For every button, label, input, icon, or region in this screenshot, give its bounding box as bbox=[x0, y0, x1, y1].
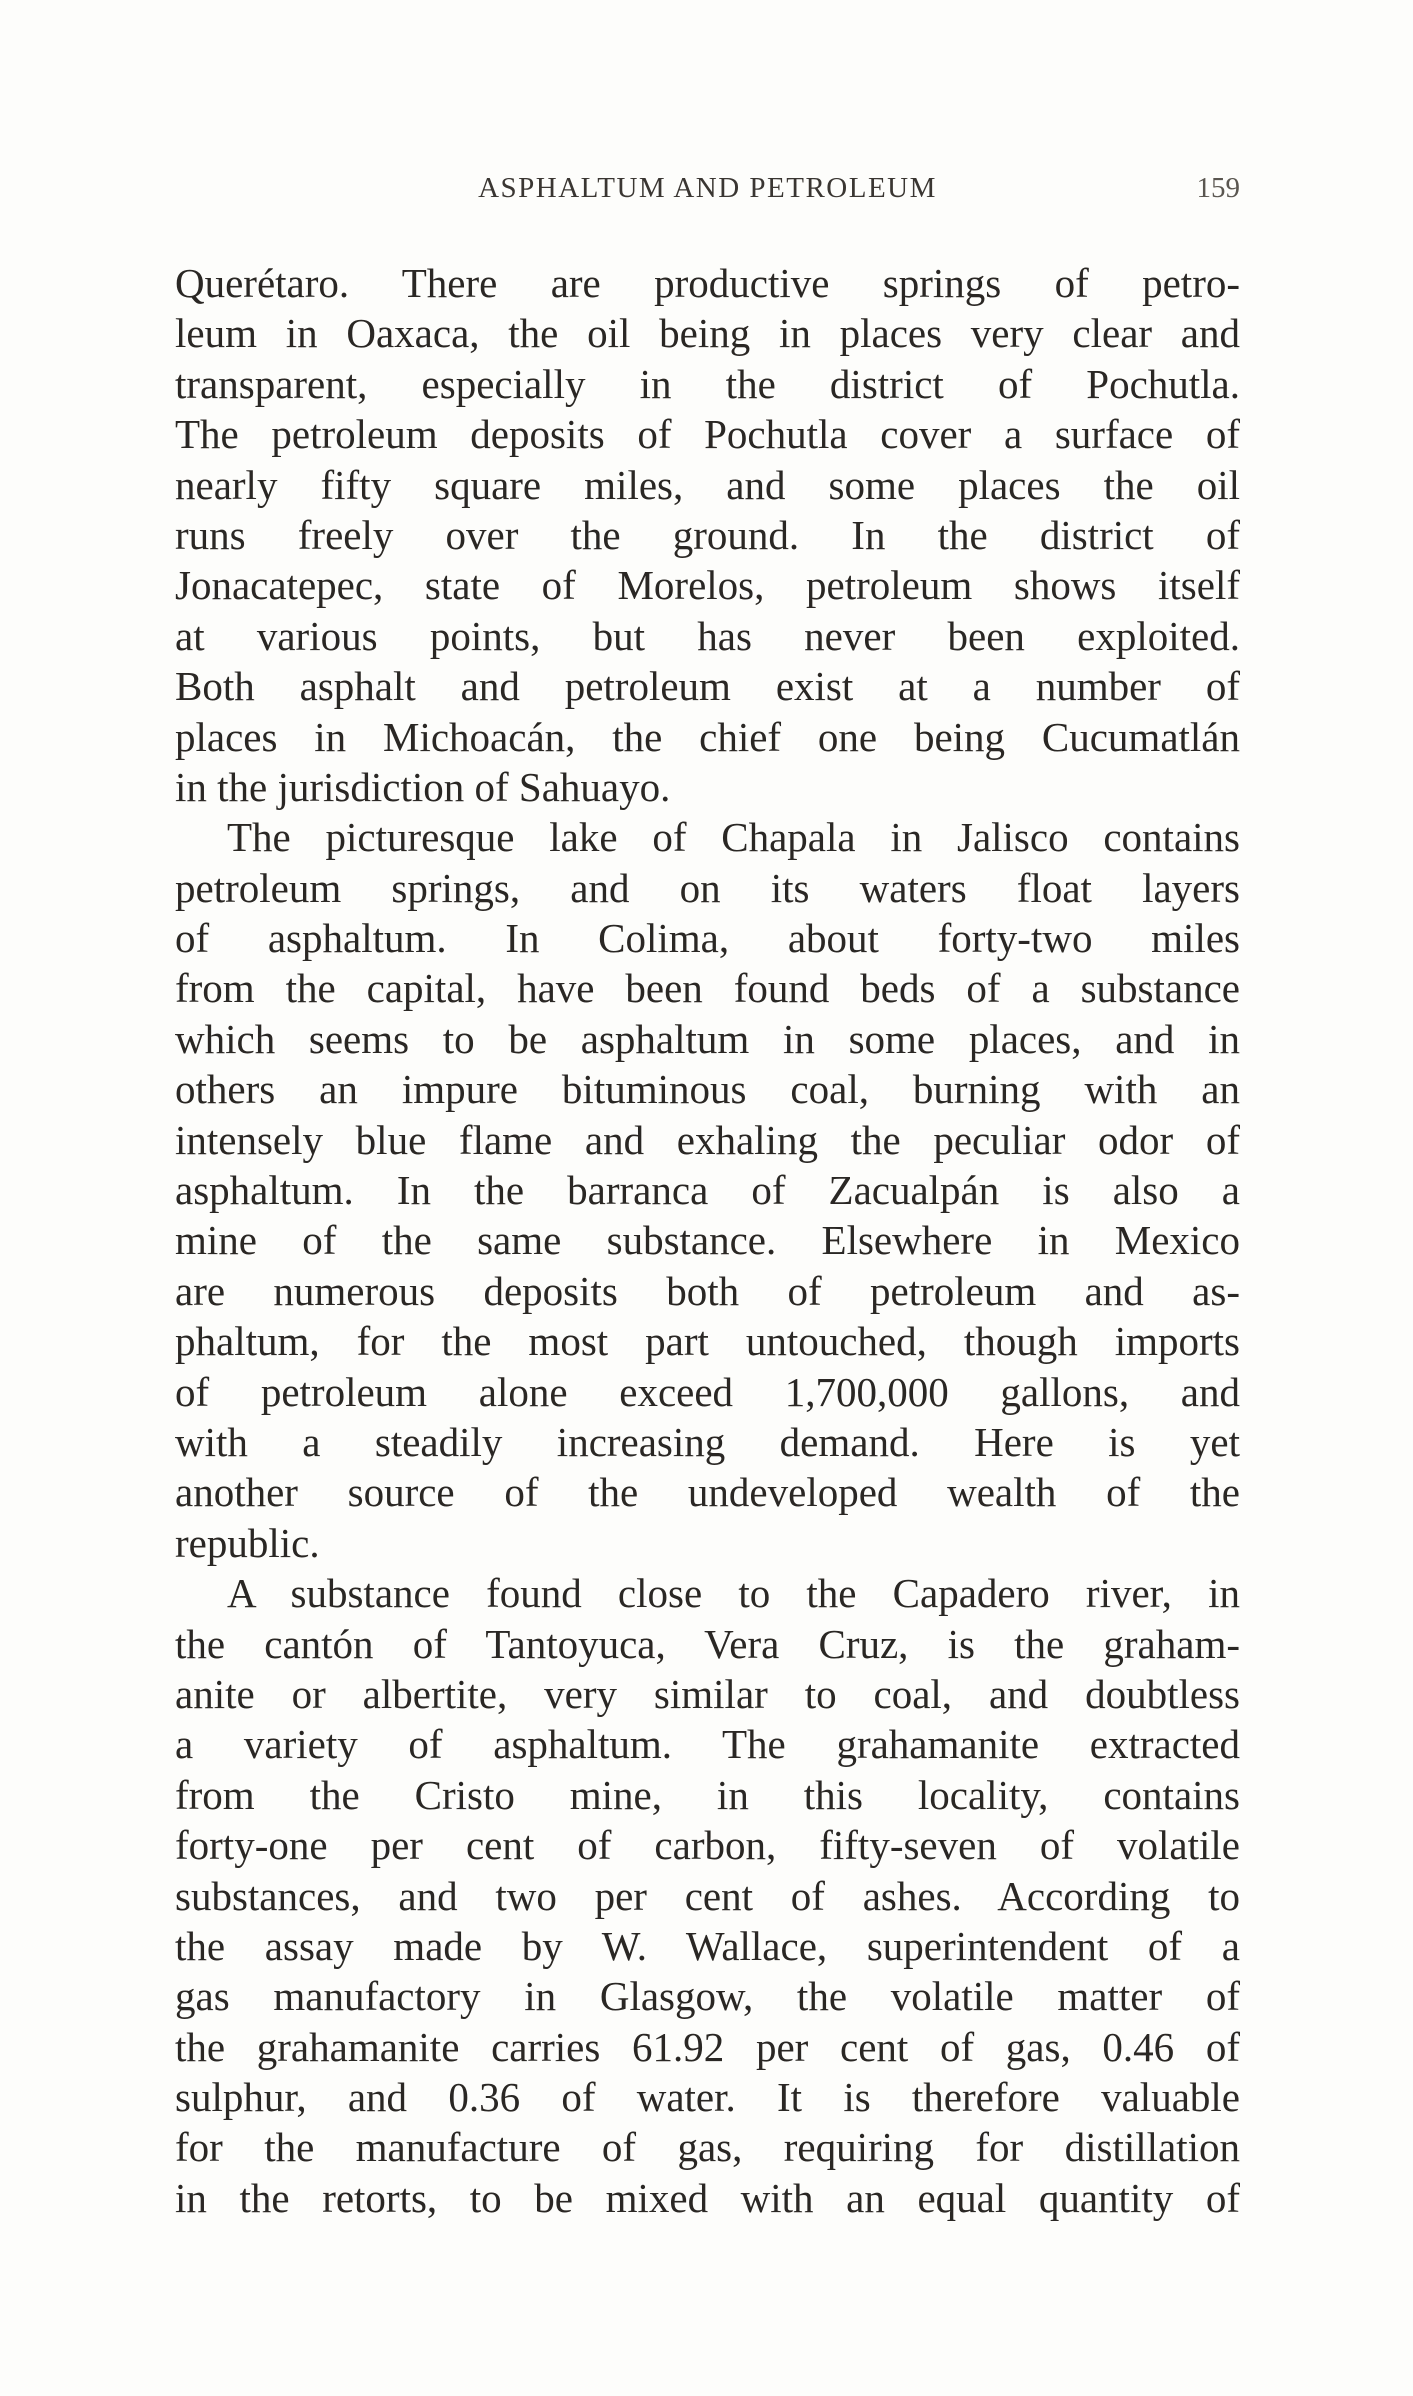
text-line: transparent, especially in the district of Pochutla. bbox=[175, 360, 1240, 407]
text-line: in the jurisdiction of Sahuayo. bbox=[175, 763, 671, 810]
text-line: Both asphalt and petroleum exist at a number of bbox=[175, 663, 1240, 710]
paragraph-1 bbox=[175, 258, 1240, 812]
text-line: substances, and two per cent of ashes. According to bbox=[175, 1872, 1240, 1919]
text-line: phaltum, for the most part untouched, though imports bbox=[175, 1318, 1240, 1365]
text-line: places in Michoacán, the chief one being Cucumatlán bbox=[175, 713, 1240, 760]
text-line: Jonacatepec, state of Morelos, petroleum shows itself bbox=[175, 562, 1240, 609]
text-line: from the capital, have been found beds of a substance bbox=[175, 965, 1240, 1012]
text-line: The petroleum deposits of Pochutla cover a surface of bbox=[175, 411, 1240, 458]
text-line: in the retorts, to be mixed with an equal quantity of bbox=[175, 2174, 1240, 2221]
text-line: A substance found close to the Capadero river, in bbox=[227, 1570, 1240, 1617]
text-line: for the manufacture of gas, requiring for distillation bbox=[175, 2124, 1240, 2171]
text-line: gas manufactory in Glasgow, the volatile matter of bbox=[175, 1973, 1240, 2020]
text-line: petroleum springs, and on its waters float layers bbox=[175, 864, 1240, 911]
text-line: the grahamanite carries 61.92 per cent of gas, 0.46 of bbox=[175, 2023, 1240, 2070]
text-line: from the Cristo mine, in this locality, contains bbox=[175, 1771, 1240, 1818]
page-number: 159 bbox=[1196, 172, 1240, 204]
text-line: forty-one per cent of carbon, fifty-seven of volatile bbox=[175, 1822, 1240, 1869]
text-line: The picturesque lake of Chapala in Jalisco contains bbox=[227, 814, 1240, 861]
text-line: at various points, but has never been exploited. bbox=[175, 612, 1240, 659]
text-line: leum in Oaxaca, the oil being in places very clear and bbox=[175, 310, 1240, 357]
text-line: runs freely over the ground. In the district of bbox=[175, 511, 1240, 558]
running-head: ASPHALTUM AND PETROLEUM bbox=[478, 172, 937, 204]
text-line: which seems to be asphaltum in some places, and in bbox=[175, 1015, 1240, 1062]
text-line: anite or albertite, very similar to coal, and doubtless bbox=[175, 1670, 1240, 1717]
text-line: asphaltum. In the barranca of Zacualpán is also a bbox=[175, 1167, 1240, 1214]
text-line: republic. bbox=[175, 1519, 320, 1566]
text-line: of petroleum alone exceed 1,700,000 gallons, and bbox=[175, 1368, 1240, 1415]
text-line: sulphur, and 0.36 of water. It is therefore valuable bbox=[175, 2074, 1240, 2121]
page-header bbox=[175, 172, 1240, 212]
text-line: of asphaltum. In Colima, about forty-two miles bbox=[175, 915, 1240, 962]
text-line: a variety of asphaltum. The grahamanite extracted bbox=[175, 1721, 1240, 1768]
text-line: the cantón of Tantoyuca, Vera Cruz, is the graham- bbox=[175, 1620, 1240, 1667]
text-line: Querétaro. There are productive springs of petro- bbox=[175, 260, 1240, 306]
paragraph-3 bbox=[175, 1568, 1240, 2223]
text-line: mine of the same substance. Elsewhere in Mexico bbox=[175, 1217, 1240, 1264]
text-line: intensely blue flame and exhaling the peculiar odor of bbox=[175, 1116, 1240, 1163]
text-line: others an impure bituminous coal, burning with an bbox=[175, 1066, 1240, 1113]
text-line: nearly fifty square miles, and some places the oil bbox=[175, 461, 1240, 508]
body-text bbox=[175, 258, 1240, 2223]
text-line: the assay made by W. Wallace, superintendent of a bbox=[175, 1922, 1240, 1969]
text-line: with a steadily increasing demand. Here is yet bbox=[175, 1418, 1240, 1465]
text-line: another source of the undeveloped wealth of the bbox=[175, 1469, 1240, 1516]
text-line: are numerous deposits both of petroleum and as- bbox=[175, 1267, 1240, 1314]
paragraph-2 bbox=[175, 812, 1240, 1568]
